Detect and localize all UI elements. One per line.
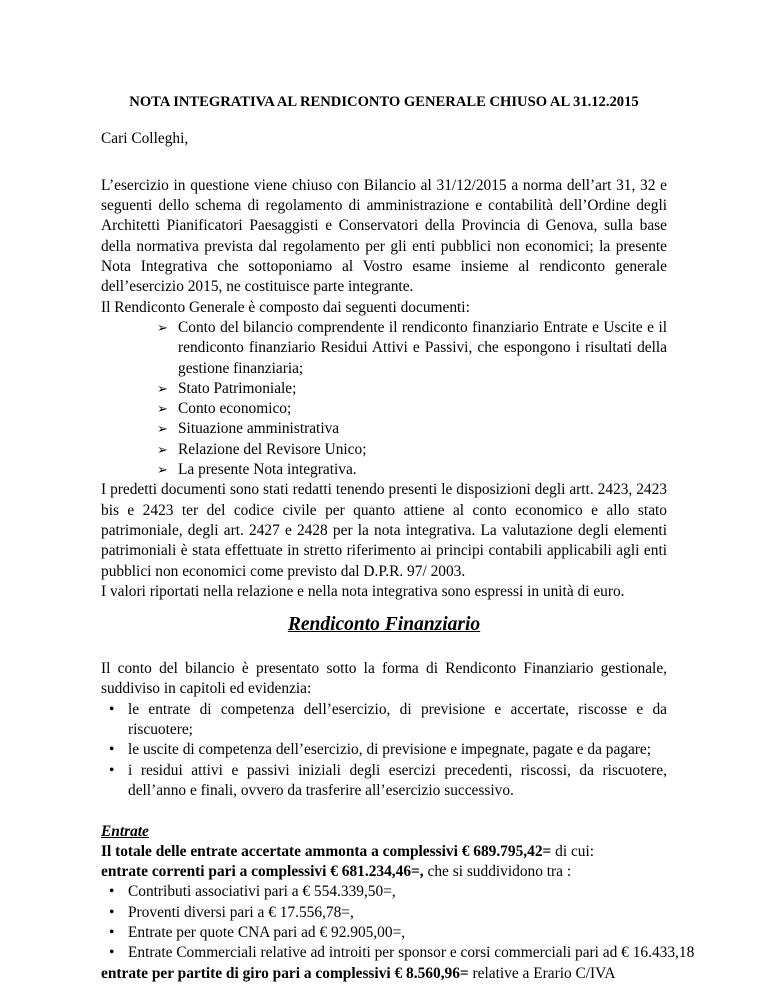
list-item: ➢ Situazione amministrativa [101,419,667,439]
predetti-paragraph: I predetti documenti sono stati redatti tenendo presenti le disposizioni degli artt. 2423, 2423 bis e 2423 ter del codice civile per quanto attiene al conto economico e allo stato patrimoniale, degli art. 2427 e 2428 per la nota integrativa. La valutazione degli elementi patrimoniali è stata effettuate in stretto riferimento ai principi contabili applicabili agli enti pubblici non economici come previsto dal D.P.R. 97/ 2003. [101,481,667,580]
documents-list [101,318,667,480]
list-item: ➢ Relazione del Revisore Unico; [101,440,667,460]
list-item: • Entrate per quote CNA pari ad € 92.905,00=, [101,923,667,943]
document-title: NOTA INTEGRATIVA AL RENDICONTO GENERALE CHIUSO AL 31.12.2015 [129,94,639,110]
section-intro: Il conto del bilancio è presentato sotto la forma di Rendiconto Finanziario gestionale, suddiviso in capitoli ed evidenzia: [101,660,667,698]
list-item: • le entrate di competenza dell’esercizio, di previsione e accertate, riscosse e da riscuotere; [101,700,667,741]
list-item: • le uscite di competenza dell’esercizio, di previsione e impegnate, pagate e da pagare; [101,740,667,760]
list-item: • Proventi diversi pari a € 17.556,78=, [101,903,667,923]
entrate-total-amount: Il totale delle entrate accertate ammonta a complessivi € 689.795,42= [101,842,552,860]
documents-intro: Il Rendiconto Generale è composto dai seguenti documenti: [101,298,470,316]
entrate-correnti [101,862,667,882]
entrate-total-rest: di cui: [551,842,595,860]
valori-paragraph: I valori riportati nella relazione e nella nota integrativa sono espressi in unità di euro. [101,582,625,600]
entrate-correnti-rest: che si suddividono tra : [423,863,572,881]
section-list [101,700,667,801]
intro-paragraph: L’esercizio in questione viene chiuso con Bilancio al 31/12/2015 a norma dell’art 31, 32 e seguenti dello schema di regolamento di amministrazione e contabilità dell’Ordine degli Architetti Pianificatori Paesaggisti e Conservatori della Provincia di Genova, sulla base della normativa prevista dal regolamento per gli enti pubblici non economici; la presente Nota Integrativa che sottoponiamo al Vostro esame insieme al rendiconto generale dell’esercizio 2015, ne costituisce parte integrante. [101,176,667,296]
entrate-correnti-amount: entrate correnti pari a complessivi € 681.234,46=, [101,863,424,881]
list-item: ➢ Stato Patrimoniale; [101,379,667,399]
list-item: ➢ La presente Nota integrativa. [101,460,667,480]
list-item: ➢ Conto economico; [101,399,667,419]
entrate-heading: Entrate [101,822,149,840]
entrate-giro-amount: entrate per partite di giro pari a complessivi € 8.560,96= [101,964,469,982]
list-item: • Entrate Commerciali relative ad introiti per sponsor e corsi commerciali pari ad € 16.433,18 [101,943,667,963]
list-item: • Contributi associativi pari a € 554.339,50=, [101,882,667,902]
greeting: Cari Colleghi, [101,130,189,148]
section-heading: Rendiconto Finanziario [287,614,481,636]
document-page [101,92,695,984]
list-item: • i residui attivi e passivi iniziali degli esercizi precedenti, riscossi, da riscuotere, dell’anno e finali, ovvero da trasferire all’esercizio successivo. [101,761,667,802]
entrate-giro [101,964,667,984]
entrate-list [101,882,695,963]
list-item: ➢ Conto del bilancio comprendente il rendiconto finanziario Entrate e Uscite e il rendiconto finanziario Residui Attivi e Passivi, che espongono i risultati della gestione finanziaria; [101,318,667,379]
entrate-total [101,842,667,862]
entrate-giro-rest: relative a Erario C/IVA [468,964,616,982]
